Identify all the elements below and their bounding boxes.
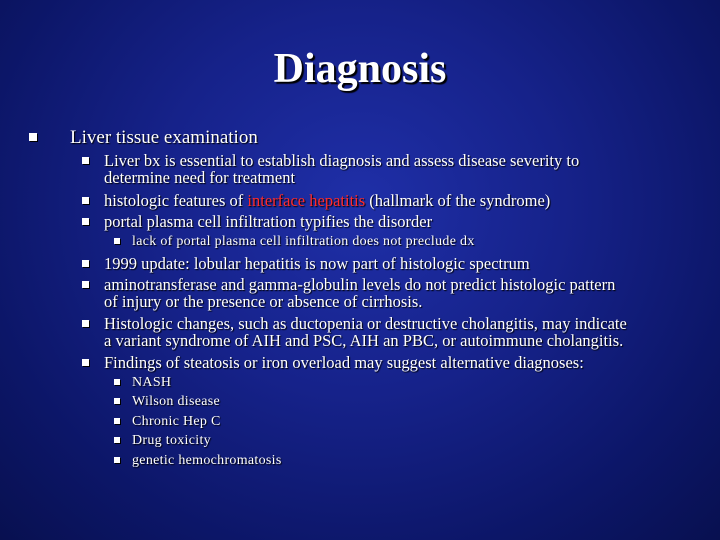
- bullet-square-icon: [82, 281, 89, 288]
- bullet-lack-of-portal-plasma: lack of portal plasma cell infiltration does not preclude dx: [132, 234, 475, 249]
- alt-diagnosis-item: Chronic Hep C: [132, 414, 221, 429]
- bullet-square-icon: [82, 359, 89, 366]
- alt-diagnosis-item: Wilson disease: [132, 394, 221, 409]
- bullet-1999-update: 1999 update: lobular hepatitis is now part of histologic spectrum: [104, 254, 530, 273]
- histologic-features-text: histologic features of: [104, 191, 248, 210]
- bullet-histologic-changes-line2: a variant syndrome of AIH and PSC, AIH an PBC, or autoimmune cholangitis.: [104, 331, 624, 350]
- bullet-histologic-changes-line1: Histologic changes, such as ductopenia or destructive cholangitis, may indicate: [104, 314, 627, 333]
- bullet-liver-tissue-examination: Liver tissue examination: [70, 127, 258, 148]
- bullet-square-icon: [114, 398, 120, 404]
- alt-diagnosis-item: genetic hemochromatosis: [132, 453, 282, 468]
- bullet-square-icon: [114, 379, 120, 385]
- bullet-square-icon: [82, 197, 89, 204]
- bullet-findings-steatosis: Findings of steatosis or iron overload may suggest alternative diagnoses:: [104, 353, 584, 372]
- bullet-aminotransferase-line2: of injury or the presence or absence of cirrhosis.: [104, 292, 423, 311]
- bullet-liver-bx-line2: determine need for treatment: [104, 168, 296, 187]
- hallmark-text: (hallmark of the syndrome): [365, 191, 551, 210]
- bullet-portal-plasma: portal plasma cell infiltration typifies the disorder: [104, 212, 433, 231]
- bullet-square-icon: [82, 260, 89, 267]
- interface-hepatitis-highlight: interface hepatitis: [247, 191, 366, 210]
- bullet-square-icon: [82, 218, 89, 225]
- bullet-square-icon: [114, 418, 120, 424]
- bullet-aminotransferase-line1: aminotransferase and gamma-globulin levels do not predict histologic pattern: [104, 275, 616, 294]
- alt-diagnosis-item: Drug toxicity: [132, 433, 211, 448]
- bullet-liver-bx-line1: Liver bx is essential to establish diagnosis and assess disease severity to: [104, 151, 580, 170]
- bullet-square-icon: [29, 133, 37, 141]
- bullet-square-icon: [114, 238, 120, 244]
- bullet-square-icon: [114, 457, 120, 463]
- bullet-square-icon: [82, 320, 89, 327]
- bullet-histologic-features: [104, 192, 550, 209]
- bullet-square-icon: [82, 157, 89, 164]
- alt-diagnosis-item: NASH: [132, 375, 172, 390]
- bullet-square-icon: [114, 437, 120, 443]
- slide-title: Diagnosis: [273, 46, 447, 92]
